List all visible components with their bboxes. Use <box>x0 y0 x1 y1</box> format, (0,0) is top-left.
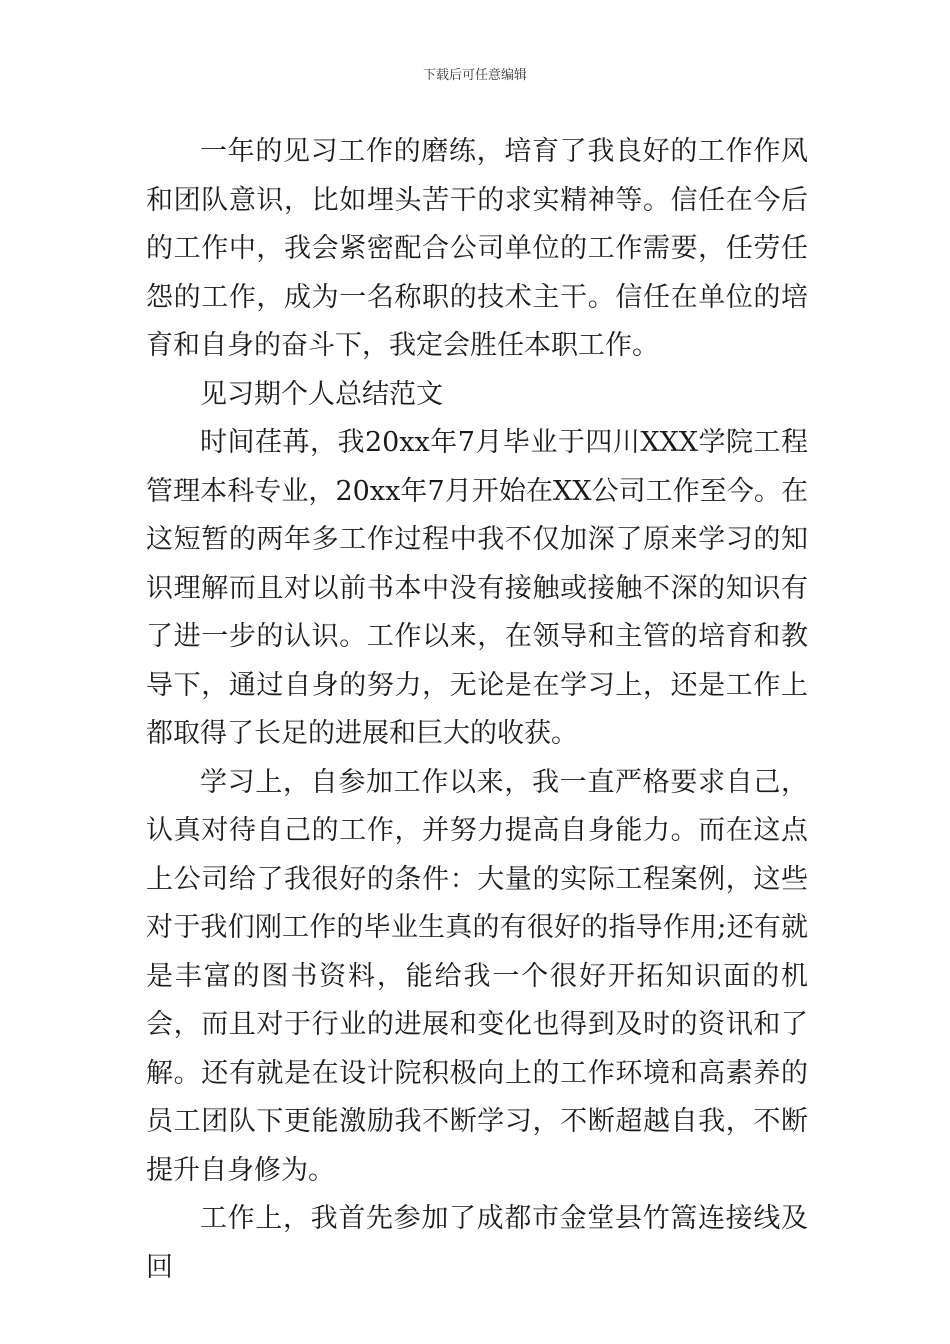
paragraph-study: 学习上，自参加工作以来，我一直严格要求自己，认真对待自己的工作，并努力提高自身能力。而在这点上公司给了我很好的条件：大量的实际工程案例，这些对于我们刚工作的毕业生真的有很好的指导作用;还有就是丰富的图书资料，能给我一个很好开拓知识面的机会，而且对于行业的进展和变化也得到及时的资讯和了解。还有就是在设计院积极向上的工作环境和高素养的员工团队下更能激励我不断学习，不断超越自我，不断提升自身修为。 <box>146 766 808 1186</box>
page-header-note: 下载后可任意编辑 <box>422 68 527 83</box>
section-title: 见习期个人总结范文 <box>200 378 443 410</box>
paragraph-intro-closing: 一年的见习工作的磨练，培育了我良好的工作作风和团队意识，比如埋头苦干的求实精神等。信任在今后的工作中，我会紧密配合公司单位的工作需要，任劳任怨的工作，成为一名称职的技术主干。信任在单位的培育和自身的奋斗下，我定会胜任本职工作。 <box>146 136 808 361</box>
document-body <box>146 128 808 1292</box>
paragraph-work: 工作上，我首先参加了成都市金堂县竹篙连接线及回 <box>146 1203 808 1283</box>
paragraph-background: 时间荏苒，我20xx年7月毕业于四川XXX学院工程管理本科专业，20xx年7月开始在XX公司工作至今。在这短暂的两年多工作过程中我不仅加深了原来学习的知识理解而且对以前书本中没有接触或接触不深的知识有了进一步的认识。工作以来，在领导和主管的培育和教导下，通过自身的努力，无论是在学习上，还是工作上都取得了长足的进展和巨大的收获。 <box>146 427 808 749</box>
